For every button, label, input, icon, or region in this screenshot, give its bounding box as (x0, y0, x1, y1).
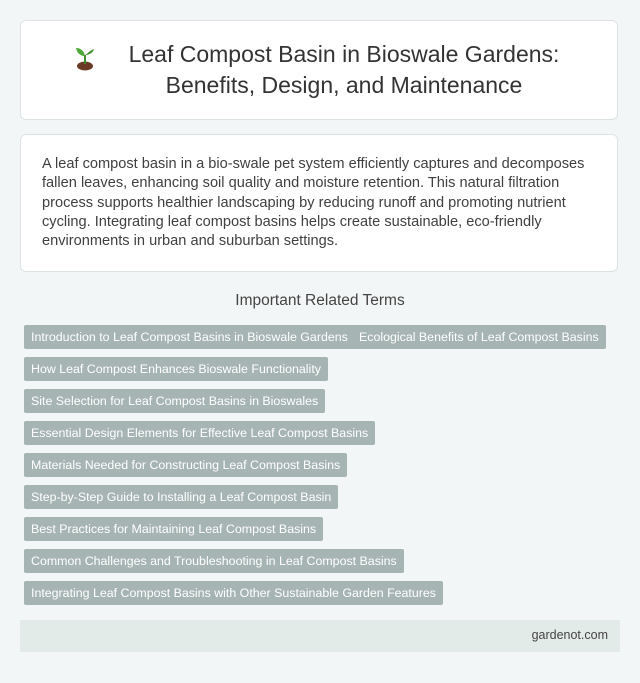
page-title: Leaf Compost Basin in Bioswale Gardens: Benefits, Design, and Maintenance (128, 41, 560, 98)
footer-site-link[interactable]: gardenot.com (531, 628, 608, 642)
related-term-tag[interactable]: Introduction to Leaf Compost Basins in Bioswale Gardens (24, 325, 355, 349)
related-term-tag[interactable]: Best Practices for Maintaining Leaf Compost Basins (24, 517, 323, 541)
related-term-tag[interactable]: Essential Design Elements for Effective Leaf Compost Basins (24, 421, 375, 445)
title-card (20, 20, 618, 120)
description-card (20, 134, 618, 272)
related-terms-heading: Important Related Terms (235, 292, 405, 309)
related-term-tag[interactable]: Step-by-Step Guide to Installing a Leaf Compost Basin (24, 485, 338, 509)
related-term-tag[interactable]: Ecological Benefits of Leaf Compost Basins (352, 325, 606, 349)
related-term-tag[interactable]: Common Challenges and Troubleshooting in Leaf Compost Basins (24, 549, 404, 573)
footer (20, 620, 620, 652)
title-row (74, 39, 564, 101)
sprout-icon (74, 43, 96, 71)
related-term-tag[interactable]: Site Selection for Leaf Compost Basins in Bioswales (24, 389, 325, 413)
related-term-tag[interactable]: Materials Needed for Constructing Leaf Compost Basins (24, 453, 347, 477)
related-term-tag[interactable]: How Leaf Compost Enhances Bioswale Functionality (24, 357, 328, 381)
description-text: A leaf compost basin in a bio-swale pet system efficiently captures and decomposes fallen leaves, enhancing soil quality and moisture retention. This natural filtration process supports healthier landscaping by reducing runoff and promoting nutrient cycling. Integrating leaf compost basins helps create sustainable, eco-friendly environments in urban and suburban settings. (42, 156, 585, 250)
related-term-tag[interactable]: Integrating Leaf Compost Basins with Other Sustainable Garden Features (24, 581, 443, 605)
